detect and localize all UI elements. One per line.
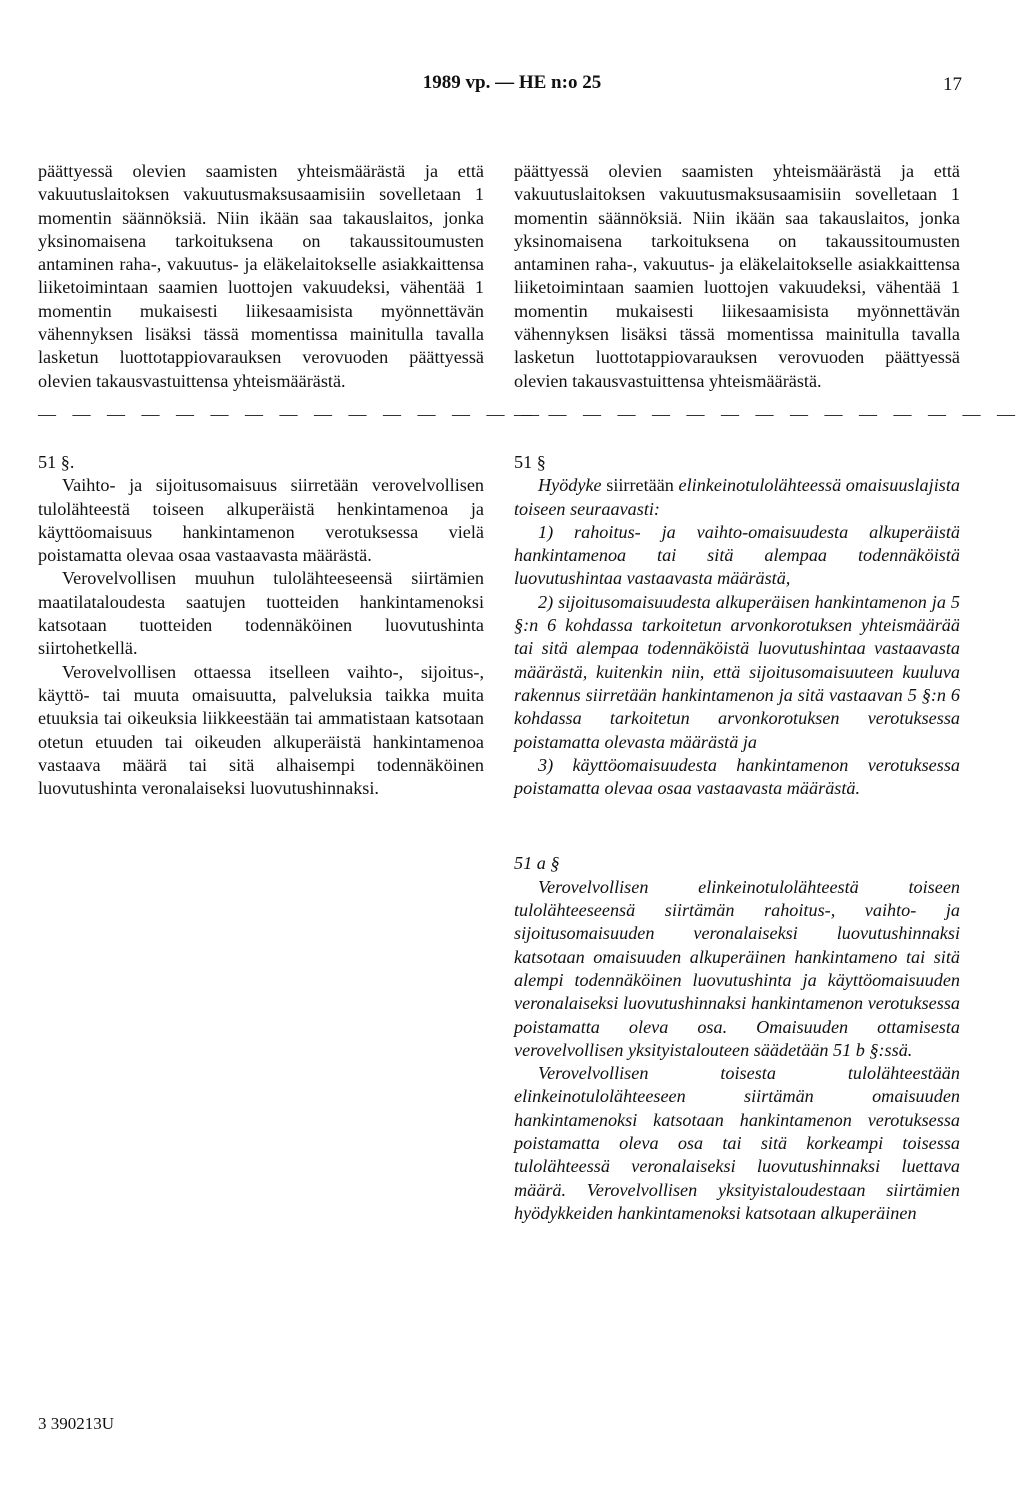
header-title: 1989 vp. — HE n:o 25 [422,72,602,93]
intro-term: Hyödyke [538,475,602,496]
left-section-51-paragraph-2: Verovelvollisen muuhun tulolähteeseensä siirtämien maatilataloudesta saatujen tuotteiden hankintamenoksi katsotaan tuotteiden todennäköinen luovutushinta siirtohetkellä. [38,568,484,659]
left-column [38,160,545,800]
right-section-51-item-1: 1) rahoitus- ja vaihto-omaisuudesta alkuperäistä hankintamenoa tai sitä alempaa todennäköistä luovutushintaa vastaavasta määrästä, [514,521,960,589]
right-section-51a-paragraph-2: Verovelvollisen toisesta tulolähteestään elinkeinotulolähteeseen siirtämän omaisuuden hankintamenoksi katsotaan hankintamenon verotuksessa poistamatta oleva osa tai sitä korkeampi toisessa tulolähteessä veronalaiseksi luovutushinnaksi luettava määrä. Verovelvollisen yksityistaloudestaan siirtämien hyödykkeiden hankintamenoksi katsotaan alkuperäinen [514,1063,960,1223]
right-section-51-item-3: 3) käyttöomaisuudesta hankintamenon verotuksessa poistamatta olevaa osaa vastaavasta määrästä. [514,754,960,799]
right-section-51-item-2: 2) sijoitusomaisuudesta alkuperäisen hankintamenon ja 5 §:n 6 kohdassa tarkoitetun arvonkorotuksen yhteismäärää tai sitä alempaa todennäköistä luovutushintaa vastaavasta määrästä, kuitenkin niin, että sijoitusomaisuuteen kuuluva rakennus siirretään hankintamenon ja sitä vastaavan 5 §:n 6 kohdassa tarkoitetun arvonkorotuksen verotuksessa poistamatta olevasta määrästä ja [514,591,960,752]
page-number: 17 [943,74,962,95]
intro-rest: elinkeinotulolähteessä omaisuuslajista toiseen seuraavasti: [514,475,960,519]
right-column [514,160,1021,1225]
right-section-51-heading: 51 § [514,451,546,472]
left-section-51-heading: 51 §. [38,451,75,472]
right-section-51a-paragraph-1: Verovelvollisen elinkeinotulolähteestä toiseen tulolähteeseensä siirtämän rahoitus-, vaihto- ja sijoitusomaisuuden veronalaiseksi luovutushinnaksi katsotaan omaisuuden alkuperäinen hankintameno tai sitä alempi todennäköinen luovutushinta ja käyttöomaisuuden veronalaiseksi luovutushinnaksi hankintamenon verotuksessa poistamatta oleva osa. Omaisuuden ottamisesta verovelvollisen yksityistalouteen säädetään 51 b §:ssä. [514,876,960,1060]
intro-verb: siirretään [601,475,679,496]
page-header [0,72,1024,102]
left-omission-dashes: — — — — — — — — — — — — — — — [38,403,545,424]
right-section-51a-heading: 51 a § [514,853,560,874]
right-section-51-intro [514,474,960,521]
print-code: 3 390213U [38,1414,115,1433]
left-section-51-paragraph-1: Vaihto- ja sijoitusomaisuus siirretään verovelvollisen tulolähteestä toiseen alkuperäistä henkintamenoa ja käyttöomaisuus hankintamenon verotuksessa vielä poistamatta olevaa osaa vastaavasta määrästä. [38,475,484,566]
right-omission-dashes: — — — — — — — — — — — — — — — [514,403,1021,424]
left-paragraph-continued: päättyessä olevien saamisten yhteismäärästä ja että vakuutuslaitoksen vakuutusmaksusaamisiin sovelletaan 1 momentin säännöksiä. Niin ikään saa takauslaitos, jonka yksinomaisena tarkoituksena on takaussitoumusten antaminen raha-, vakuutus- ja eläkelaitokselle asiakkaittensa liiketoimintaan saamien luottojen vakuudeksi, vähentää 1 momentin mukaisesti liikesaamisista myönnettävän vähennyksen lisäksi tässä momentissa mainitulla tavalla lasketun luottotappiovarauksen verovuoden päättyessä olevien takausvastuittensa yhteismäärästä. [38,161,484,391]
right-paragraph-continued: päättyessä olevien saamisten yhteismäärästä ja että vakuutuslaitoksen vakuutusmaksusaamisiin sovelletaan 1 momentin säännöksiä. Niin ikään saa takauslaitos, jonka yksinomaisena tarkoituksena on takaussitoumusten antaminen raha-, vakuutus- ja eläkelaitokselle asiakkaittensa liiketoimintaan saamien luottojen vakuudeksi, vähentää 1 momentin mukaisesti liikesaamisista myönnettävän vähennyksen lisäksi tässä momentissa mainitulla tavalla lasketun luottotappiovarauksen verovuoden päättyessä olevien takausvastuittensa yhteismäärästä. [514,161,960,391]
left-section-51-paragraph-3: Verovelvollisen ottaessa itselleen vaihto-, sijoitus-, käyttö- tai muuta omaisuutta, palveluksia taikka muita etuuksia tai oikeuksia liikkeestään tai ammatistaan katsotaan otetun etuuden tai oikeuden alkuperäistä hankintamenoa vastaava määrä tai sitä alhaisempi todennäköinen luovutushinta veronalaiseksi luovutushinnaksi. [38,661,484,799]
